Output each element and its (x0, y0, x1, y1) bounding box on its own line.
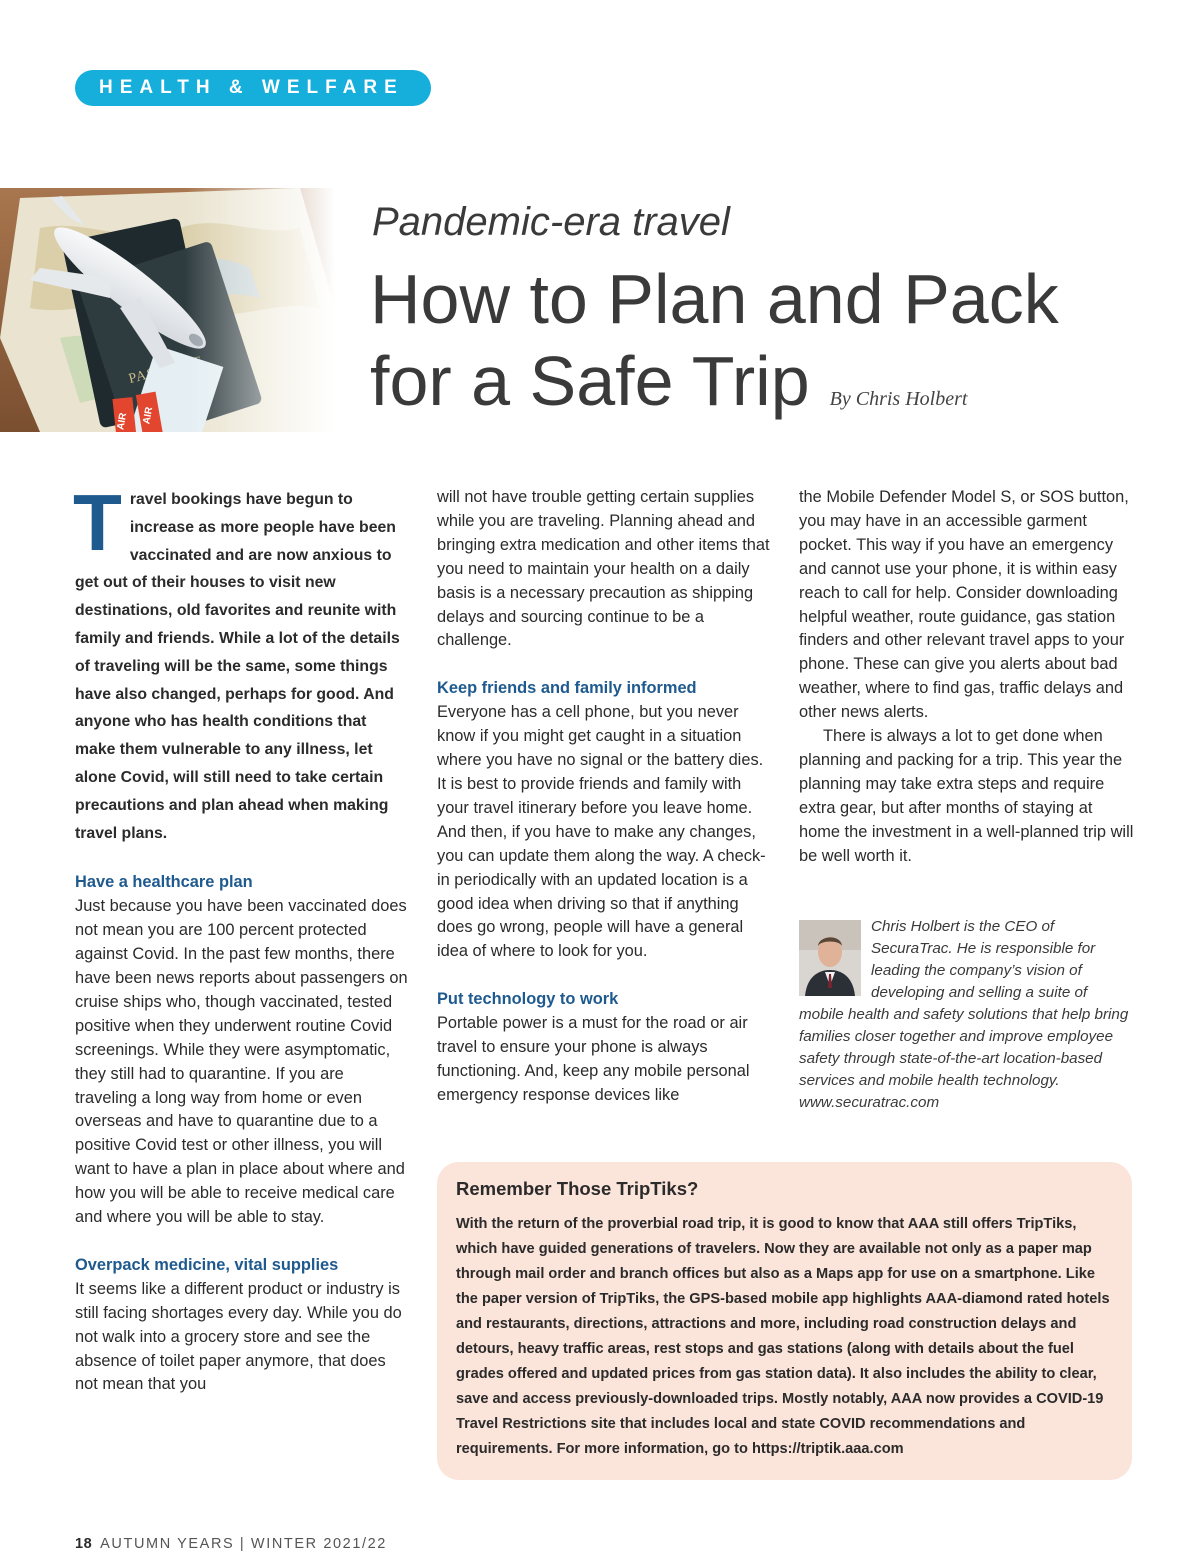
section-tag: HEALTH & WELFARE (75, 70, 431, 106)
body-healthcare-plan: Just because you have been vaccinated does not mean you are 100 percent protected against Covid. In the past few months, there have been news reports about passengers on cruise ships who, though vaccinated, tested positive when they underwent routine Covid screenings. While they were asymptomatic, they still had to quarantine. If you are traveling a long way from home or even overseas and have to quarantine due to a positive Covid test or other illness, you will want to have a plan in place about where and how you will be able to receive medical care and where you will be able to stay. (75, 897, 408, 1227)
column-3 (799, 486, 1135, 869)
body-technology-part2: the Mobile Defender Model S, or SOS button, you may have in an accessible garment pocket. This way if you have an emergency and cannot use your phone, it is within easy reach to call for help. Consider downloading helpful weather, route guidance, gas station finders and other relevant travel apps to your phone. These can give you alerts about bad weather, where to find gas, traffic delays and other news alerts. (799, 488, 1129, 722)
heading-keep-informed: Keep friends and family informed (437, 679, 697, 698)
sidebar-box-triptiks (437, 1162, 1132, 1480)
drop-cap: T (73, 478, 122, 567)
article-kicker: Pandemic-era travel (372, 200, 730, 244)
sidebar-body: With the return of the proverbial road trip, it is good to know that AAA still offers TripTiks, which have guided generations of travelers. Now they are available not only as a paper map through mail order and branch offices but also as a Maps app for use on a smartphone. Like the paper version of TripTiks, the GPS-based mobile app highlights AAA-diamond rated hotels and restaurants, directions, attractions and more, including road construction delays and detours, heavy traffic areas, rest stops and gas stations (along with details about the fuel grades offered and updated prices from gas station data). It also includes the ability to clear, save and access previously-downloaded trips. Mostly notably, AAA now provides a COVID-19 Travel Restrictions site that includes local and state COVID recommendations and requirements. For more information, go to https://triptik.aaa.com (456, 1216, 1110, 1457)
intro-text: ravel bookings have begun to increase as more people have been vaccinated and are now anxious to get out of their houses to visit new destinations, old favorites and reunite with family and friends. While a lot of the details of traveling will be the same, some things have also changed, perhaps for good. And anyone who has health conditions that make them vulnerable to any illness, let alone Covid, will still need to take certain precautions and plan ahead when making travel plans. (75, 491, 400, 842)
hero-image (0, 188, 335, 432)
column-1 (73, 478, 410, 1397)
page-number: 18 (75, 1536, 93, 1552)
headline-line-1: How to Plan and Pack (370, 260, 1059, 338)
author-url[interactable]: www.securatrac.com (799, 1094, 940, 1111)
column-2 (437, 486, 773, 1108)
intro-paragraph (73, 478, 410, 847)
heading-healthcare-plan: Have a healthcare plan (75, 873, 253, 892)
body-overpack-part1: It seems like a different product or industry is still facing shortages every day. While you do not walk into a grocery store and see the absence of toilet paper anymore, that does not mean that you (75, 1279, 402, 1394)
author-bio-text: Chris Holbert is the CEO of SecuraTrac. He is responsible for leading the company’s vision of developing and selling a suite of mobile health and safety solutions that help bring families closer together and improve employee safety through state-of-the-art location-based services and mobile health technology. (799, 918, 1129, 1089)
page-footer (75, 1536, 387, 1552)
sidebar-title: Remember Those TripTiks? (456, 1178, 699, 1199)
body-technology-part1: Portable power is a must for the road or air travel to ensure your phone is always functioning. And, keep any mobile personal emergency response devices like (437, 1014, 750, 1104)
heading-overpack: Overpack medicine, vital supplies (75, 1255, 339, 1274)
publication-name: AUTUMN YEARS | WINTER 2021/22 (100, 1536, 387, 1552)
headline-line-2: for a Safe Trip (370, 342, 810, 420)
body-overpack-part2: will not have trouble getting certain supplies while you are traveling. Planning ahead and bringing extra medication and other items that you need to maintain your health on a daily basis is a necessary precaution as shipping delays and sourcing continue to be a challenge. (437, 488, 770, 650)
article-headline (370, 258, 1150, 440)
heading-technology: Put technology to work (437, 990, 619, 1009)
author-photo (799, 920, 861, 996)
author-bio (799, 916, 1135, 1114)
closing-paragraph: There is always a lot to get done when planning and packing for a trip. This year the planning may take extra steps and require extra gear, but after months of staying at home the investment in a well-planned trip will be well worth it. (799, 727, 1134, 865)
body-keep-informed: Everyone has a cell phone, but you never know if you might get caught in a situation where you have no signal or the battery dies. It is best to provide friends and family with your travel itinerary before you leave home. And then, if you have to make any changes, you can update them along the way. A check-in periodically with an updated location is a good idea when driving so that if anything does go wrong, people will have a general idea of where to look for you. (437, 703, 766, 961)
byline: By Chris Holbert (829, 388, 968, 410)
